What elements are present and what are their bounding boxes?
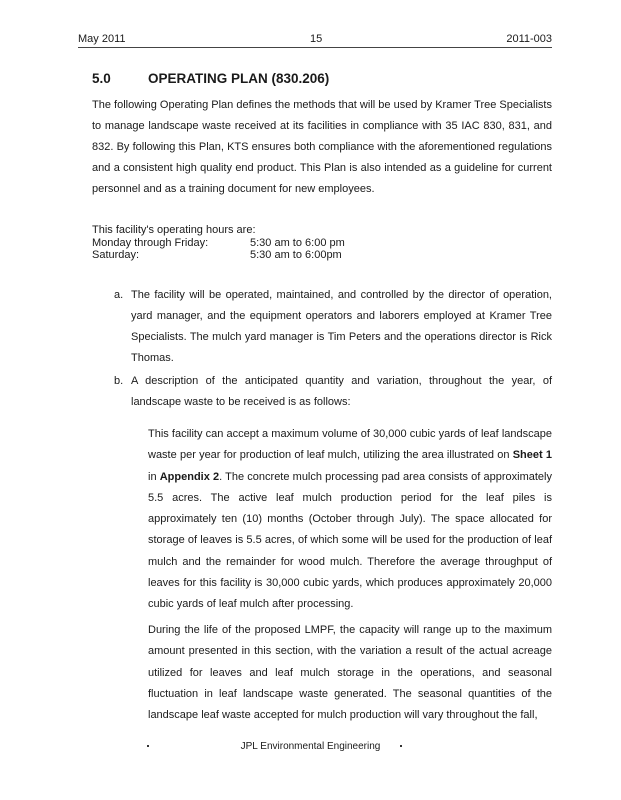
intro-paragraph: The following Operating Plan defines the methods that will be used by Kramer Tree Specialists to manage landscape waste received at its facilities in compliance with 35 IAC 830, 831, and 832. By following this Plan, KTS ensures both compliance with the aforementioned regulations and a consistent high quality end product. This Plan is also intended as a guideline for current personnel and as a training document for new employees. xyxy=(92,99,552,195)
footer-mark xyxy=(400,745,402,747)
section-number: 5.0 xyxy=(92,71,111,86)
sheet-reference: Sheet 1 xyxy=(512,449,552,462)
paragraph-text: in xyxy=(148,470,160,483)
hours-row xyxy=(92,237,345,250)
hours-row xyxy=(92,249,345,262)
list-item-text: The facility will be operated, maintained, and controlled by the director of operation, yard manager, and the equipment operators and laborers employed at Kramer Tree Specialists. The mulch yard manager is Tim Peters and the operations director is Rick Thomas. xyxy=(131,289,552,364)
hours-days: Saturday: xyxy=(92,249,140,261)
page-header xyxy=(78,33,552,48)
paragraph-text: . The concrete mulch processing pad area consists of approximately 5.5 acres. The active leaf mulch production period for the leaf piles is approximately ten (10) months (October through July). The space allocated for storage of leaves is 5.5 acres, of which some will be used for the production of leaf mulch and the remainder for wood mulch. Therefore the average throughput of leaves for this facility is 30,000 cubic yards, which produces approximately 20,000 cubic yards of leaf mulch after processing. xyxy=(148,470,552,611)
operating-hours xyxy=(92,224,345,262)
header-date: May 2011 xyxy=(78,33,126,45)
hours-heading: This facility's operating hours are: xyxy=(92,224,256,236)
document-number: 2011-003 xyxy=(506,33,552,45)
page-footer: JPL Environmental Engineering xyxy=(240,741,381,752)
hours-days: Monday through Friday: xyxy=(92,236,209,249)
hours-time: 5:30 am to 6:00pm xyxy=(250,249,342,261)
paragraph-text: This facility can accept a maximum volume of 30,000 cubic yards of leaf landscape waste per year for production of leaf mulch, utilizing the area illustrated on xyxy=(148,428,552,462)
list-marker: a. xyxy=(114,289,124,301)
hours-time: 5:30 am to 6:00 pm xyxy=(250,236,345,249)
list-item-text: A description of the anticipated quantity and variation, throughout the year, of landscape waste to be received is as follows: xyxy=(131,375,552,408)
section-heading xyxy=(92,71,329,86)
page-number: 15 xyxy=(310,33,323,45)
section-title: OPERATING PLAN (830.206) xyxy=(148,71,330,86)
list-item-b xyxy=(114,371,552,413)
capacity-paragraph xyxy=(148,424,552,616)
variation-paragraph: During the life of the proposed LMPF, the capacity will range up to the maximum amount presented in this section, with the variation a result of the actual acreage utilized for leaves and leaf mulch storage in the operations, and seasonal fluctuation in leaf landscape waste generated. The seasonal quantities of the landscape leaf waste accepted for mulch production will vary throughout the fall, xyxy=(148,624,552,722)
list-item-a xyxy=(114,285,552,369)
list-marker: b. xyxy=(114,375,124,387)
appendix-reference: Appendix 2 xyxy=(159,470,220,483)
